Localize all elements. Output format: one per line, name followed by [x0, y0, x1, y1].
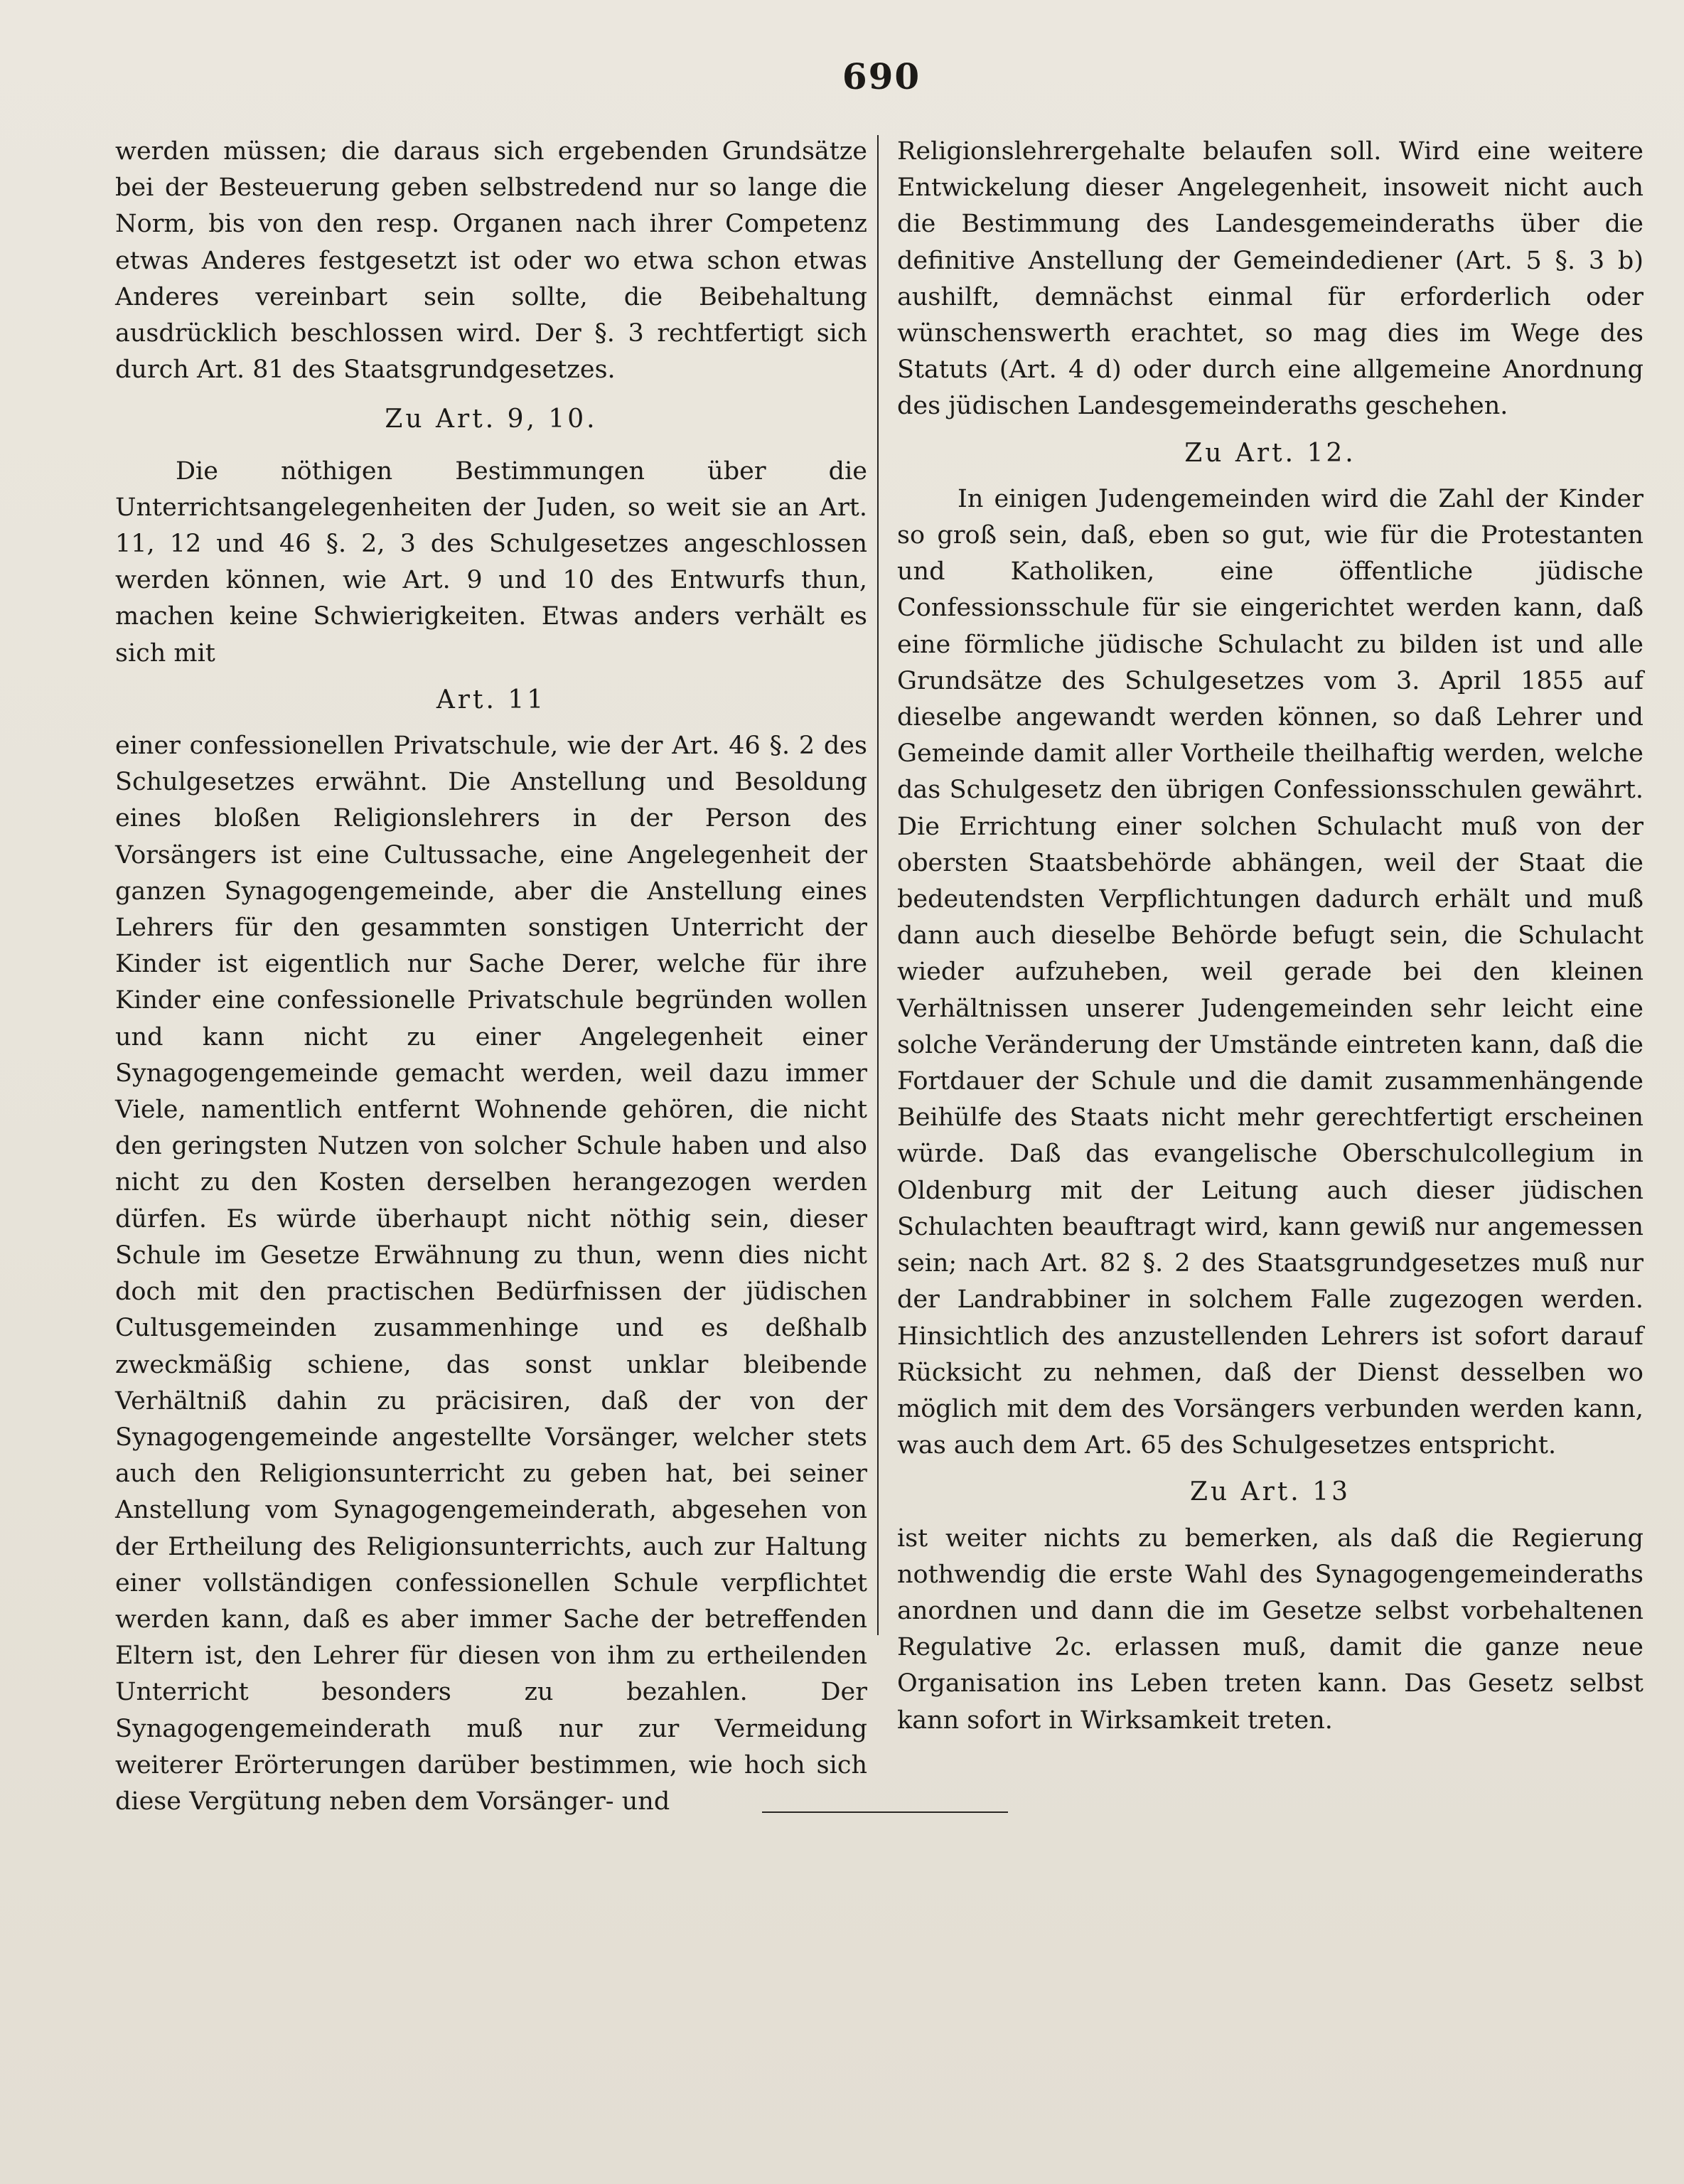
- left-paragraph-2: Die nöthigen Bestimmungen über die Unterrichtsangelegenheiten der Juden, so weit sie an Art. 11, 12 und 46 §. 2, 3 des Schulgesetzes angeschlossen werden können, wie Art. 9 und 10 des Entwurfs thun, machen keine Schwierigkeiten. Etwas anders verhält es sich mit: [115, 456, 867, 668]
- right-paragraph-3: ist weiter nichts zu bemerken, als daß die Regierung nothwendig die erste Wahl des Synagogengemeinderaths anordnen und dann die im Gesetze selbst vorbehaltenen Regulative 2c. erlassen muß, damit die ganze neue Organisation ins Leben treten kann. Das Gesetz selbst kann sofort in Wirksamkeit treten.: [897, 1524, 1643, 1735]
- column-divider: [877, 135, 879, 1635]
- left-heading-art-11: Art. 11: [436, 685, 547, 714]
- right-paragraph-2: In einigen Judengemeinden wird die Zahl der Kinder so groß sein, daß, eben so gut, wie für die Protestanten und Katholiken, eine öffentliche jüdische Confessionsschule für sie eingerichtet werden kann, daß eine förmliche jüdische Schulacht zu bilden ist und alle Grundsätze des Schulgesetzes vom 3. April 1855 auf dieselbe angewandt werden können, so daß Lehrer und Gemeinde damit aller Vortheile theilhaftig werden, welche das Schulgesetz den übrigen Confessionsschulen gewährt. Die Errichtung einer solchen Schulacht muß von der obersten Staatsbehörde abhängen, weil der Staat die bedeutendsten Verpflichtungen dadurch erhält und muß dann auch dieselbe Behörde befugt sein, die Schulacht wieder aufzuheben, weil gerade bei den kleinen Verhältnissen unserer Judengemeinden sehr leicht eine solche Veränderung der Umstände eintreten kann, daß die Fortdauer der Schule und die damit zusammenhängende Beihülfe des Staats nicht mehr gerechtfertigt erscheinen würde. Daß das evangelische Oberschulcollegium in Oldenburg mit der Leitung auch dieser jüdischen Schulachten beauftragt wird, kann gewiß nur angemessen sein; nach Art. 82 §. 2 des Staatsgrundgesetzes muß nur der Landrabbiner in solchem Falle zugezogen werden. Hinsichtlich des anzustellenden Lehrers ist sofort darauf Rücksicht zu nehmen, daß der Dienst desselben wo möglich mit dem des Vorsängers verbunden werden kann, was auch dem Art. 65 des Schulgesetzes entspricht.: [897, 484, 1643, 1460]
- right-heading-art-12: Zu Art. 12.: [1184, 438, 1356, 468]
- right-paragraph-1: Religionslehrergehalte belaufen soll. Wird eine weitere Entwickelung dieser Angelegenheit, insoweit nicht auch die Bestimmung des Landesgemeinderaths über die definitive Anstellung der Gemeindediener (Art. 5 §. 3 b) aushilft, demnächst einmal für erforderlich oder wünschenswerth erachtet, so mag dies im Wege des Statuts (Art. 4 d) oder durch eine allgemeine Anordnung des jüdischen Landesgemeinderaths geschehen.: [897, 137, 1643, 421]
- left-paragraph-3: einer confessionellen Privatschule, wie der Art. 46 §. 2 des Schulgesetzes erwähnt. Die Anstellung und Besoldung eines bloßen Religionslehrers in der Person des Vorsängers ist eine Cultussache, eine Angelegenheit der ganzen Synagogengemeinde, aber die Anstellung eines Lehrers für den gesammten sonstigen Unterricht der Kinder ist eigentlich nur Sache Derer, welche für ihre Kinder eine confessionelle Privatschule begründen wollen und kann nicht zu einer Angelegenheit einer Synagogengemeinde gemacht werden, weil dazu immer Viele, namentlich entfernt Wohnende gehören, die nicht den geringsten Nutzen von solcher Schule haben und also nicht zu den Kosten derselben herangezogen werden dürfen. Es würde überhaupt nicht nöthig sein, dieser Schule im Gesetze Erwähnung zu thun, wenn dies nicht doch mit den practischen Bedürfnissen der jüdischen Cultusgemeinden zusammenhinge und es deßhalb zweckmäßig schiene, das sonst unklar bleibende Verhältniß dahin zu präcisiren, daß der von der Synagogengemeinde angestellte Vorsänger, welcher stets auch den Religionsunterricht zu geben hat, bei seiner Anstellung vom Synagogengemeinderath, abgesehen von der Ertheilung des Religionsunterrichts, auch zur Haltung einer vollständigen confessionellen Schule verpflichtet werden kann, daß es aber immer Sache der betreffenden Eltern ist, den Lehrer für diesen von ihm zu ertheilenden Unterricht besonders zu bezahlen. Der Synagogengemeinderath muß nur zur Vermeidung weiterer Erörterungen darüber bestimmen, wie hoch sich diese Vergütung neben dem Vorsänger- und: [115, 732, 867, 1816]
- left-heading-art-9-10: Zu Art. 9, 10.: [385, 405, 598, 434]
- page-number: 690: [842, 55, 921, 97]
- right-heading-art-13: Zu Art. 13: [1189, 1477, 1351, 1507]
- left-column: [115, 134, 867, 1820]
- left-paragraph-1: werden müssen; die daraus sich ergebenden Grundsätze bei der Besteuerung geben selbstredend nur so lange die Norm, bis von den resp. Organen nach ihrer Competenz etwas Anderes festgesetzt ist oder wo etwa schon etwas Anderes vereinbart sein sollte, die Beibehaltung ausdrücklich beschlossen wird. Der §. 3 rechtfertigt sich durch Art. 81 des Staatsgrundgesetzes.: [115, 137, 867, 385]
- bottom-rule: [762, 1811, 1008, 1813]
- right-column: [897, 134, 1643, 1739]
